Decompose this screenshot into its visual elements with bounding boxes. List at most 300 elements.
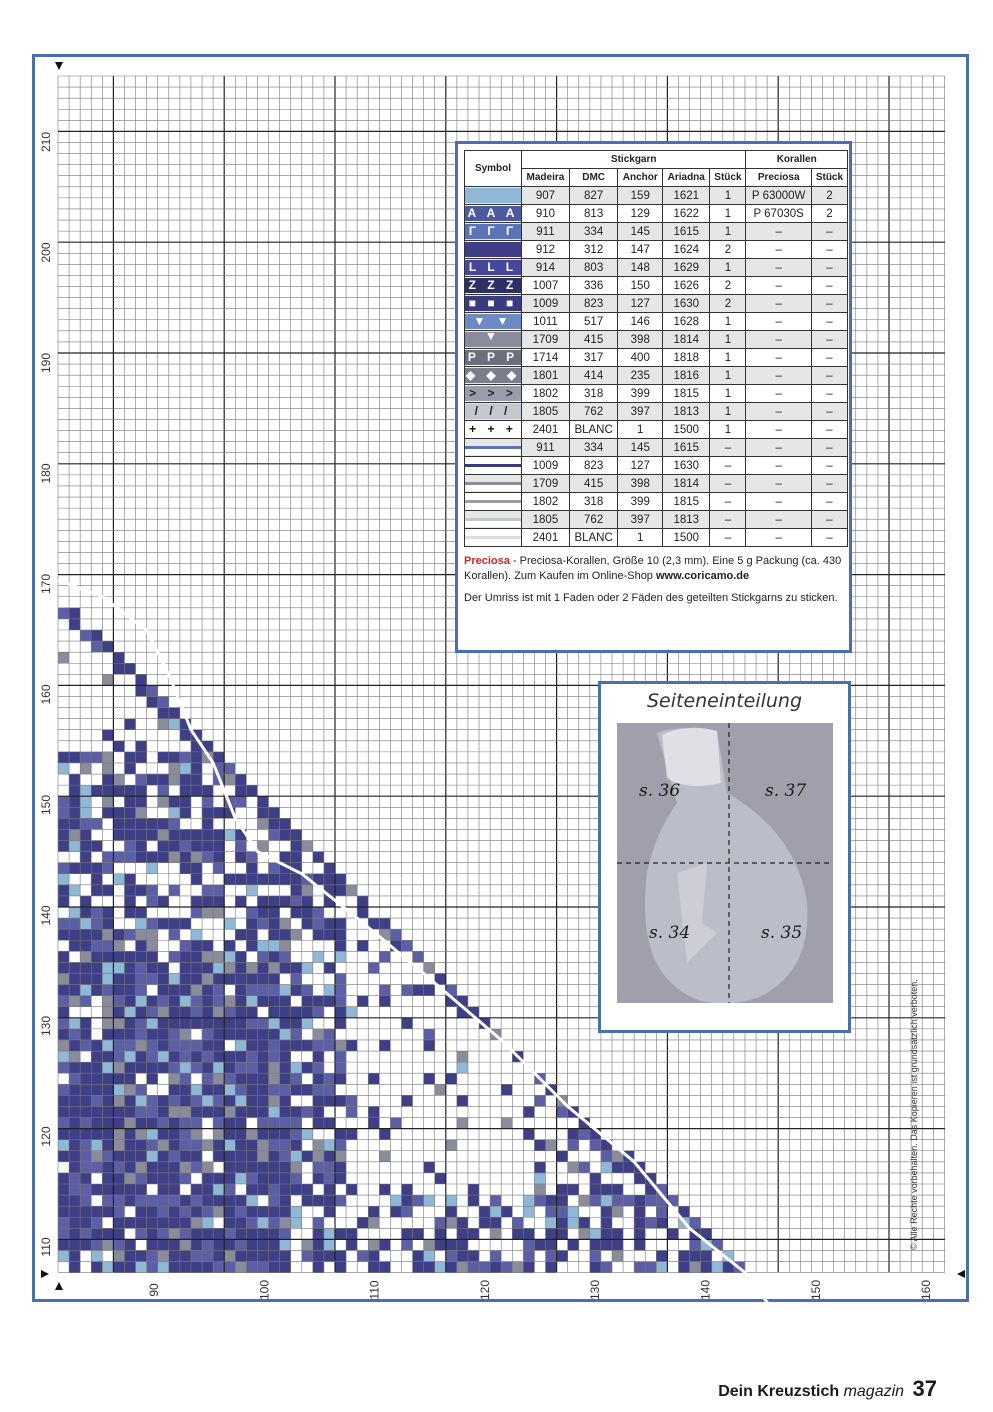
stitch [424,1162,435,1173]
stitch [58,1140,69,1151]
stitch [590,1140,601,1151]
stitch [280,1184,291,1195]
stitch [58,874,69,885]
key-cell-st: – [710,511,746,529]
stitch [280,1250,291,1261]
stitch [313,1239,324,1250]
stitch [124,785,135,796]
key-cell-anchor: 145 [618,223,663,241]
stitch [213,896,224,907]
preciosa-note [464,554,843,584]
stitch [136,1095,147,1106]
stitch [202,985,213,996]
stitch [280,1262,291,1273]
stitch [368,962,379,973]
stitch [91,1250,102,1261]
key-cell-anchor: 399 [618,493,663,511]
key-cell-anchor: 235 [618,367,663,385]
key-cell-st2: – [811,313,847,331]
key-cell-preciosa: – [746,511,811,529]
stitch [269,1250,280,1261]
key-row [465,493,848,511]
stitch [169,929,180,940]
stitch [468,1262,479,1273]
stitch [224,1062,235,1073]
stitch [512,1228,523,1239]
key-symbol: ▼ ▼ ▼ [465,313,522,331]
key-row [465,205,848,223]
stitch [246,1051,257,1062]
stitch [280,918,291,929]
stitch [80,1206,91,1217]
stitch [257,1118,268,1129]
key-cell-st: – [710,493,746,511]
stitch [169,708,180,719]
stitch [136,1084,147,1095]
stitch [91,1140,102,1151]
stitch [124,1073,135,1084]
stitch [213,1151,224,1162]
stitch [124,985,135,996]
stitch [269,1040,280,1051]
stitch [213,1140,224,1151]
stitch [280,1106,291,1117]
stitch [136,1228,147,1239]
stitch [324,1140,335,1151]
stitch [80,1140,91,1151]
stitch [102,1129,113,1140]
stitch [69,1095,80,1106]
stitch [169,1118,180,1129]
stitch [335,1040,346,1051]
stitch [601,1206,612,1217]
stitch [124,752,135,763]
stitch [58,929,69,940]
stitch [169,985,180,996]
stitch [158,1217,169,1228]
stitch [80,1118,91,1129]
key-cell-st: 1 [710,421,746,439]
stitch [80,863,91,874]
stitch [257,807,268,818]
stitch [58,818,69,829]
left-axis-label: 190 [39,352,53,374]
stitch [147,896,158,907]
page-37-label: s. 37 [765,781,807,801]
stitch [269,1029,280,1040]
stitch [246,785,257,796]
stitch [69,829,80,840]
stitch [280,1051,291,1062]
stitch [280,996,291,1007]
stitch [446,1073,457,1084]
stitch [401,1184,412,1195]
stitch [180,807,191,818]
stitch [80,1018,91,1029]
stitch [313,1195,324,1206]
stitch [202,996,213,1007]
stitch [136,1206,147,1217]
stitch [324,1250,335,1261]
stitch [612,1195,623,1206]
stitch [58,1228,69,1239]
stitch [69,619,80,630]
stitch [313,996,324,1007]
stitch [202,785,213,796]
stitch [557,1195,568,1206]
col-dmc: DMC [569,169,618,187]
key-row [465,187,848,205]
stitch [235,1140,246,1151]
stitch [102,1040,113,1051]
stitch [479,1206,490,1217]
stitch [180,1239,191,1250]
stitch [257,1151,268,1162]
stitch [546,1140,557,1151]
stitch [634,1262,645,1273]
stitch [224,1095,235,1106]
stitch [280,829,291,840]
stitch [313,1217,324,1228]
stitch [446,1217,457,1228]
stitch [257,1018,268,1029]
key-cell-anchor: 398 [618,475,663,493]
stitch [601,1239,612,1250]
stitch [80,796,91,807]
key-row [465,277,848,295]
stitch [313,1151,324,1162]
stitch [80,852,91,863]
stitch [324,985,335,996]
stitch [91,929,102,940]
stitch [257,907,268,918]
stitch [302,1106,313,1117]
stitch [678,1250,689,1261]
stitch [269,973,280,984]
stitch [69,973,80,984]
key-cell-ariadna: 1615 [663,223,710,241]
stitch [235,1062,246,1073]
stitch [246,1129,257,1140]
magazine-suffix: magazin [843,1383,905,1400]
stitch [280,985,291,996]
key-cell-dmc: 762 [569,511,618,529]
col-stueck-korallen: Stück [811,169,847,187]
stitch [191,1140,202,1151]
stitch [257,896,268,907]
stitch [124,1007,135,1018]
stitch [202,951,213,962]
stitch [158,708,169,719]
key-cell-preciosa: – [746,313,811,331]
stitch [169,1106,180,1117]
stitch [147,1217,158,1228]
stitch [158,1118,169,1129]
stitch [91,885,102,896]
stitch [180,1162,191,1173]
lightbulb-image [617,723,833,1003]
stitch [280,1173,291,1184]
key-cell-st: 2 [710,241,746,259]
stitch [136,1029,147,1040]
stitch [169,1084,180,1095]
stitch [80,996,91,1007]
stitch [191,1007,202,1018]
stitch [124,852,135,863]
stitch [424,1029,435,1040]
stitch [346,1095,357,1106]
key-cell-dmc: BLANC [569,421,618,439]
page-35-label: s. 35 [761,923,803,943]
stitch [202,885,213,896]
stitch [335,1228,346,1239]
stitch [158,752,169,763]
stitch [634,1228,645,1239]
stitch [379,918,390,929]
stitch [313,1118,324,1129]
stitch [58,807,69,818]
stitch [136,973,147,984]
stitch [147,1140,158,1151]
stitch [379,996,390,1007]
stitch [313,1062,324,1073]
stitch [302,1184,313,1195]
stitch [113,1262,124,1273]
stitch [102,940,113,951]
bottom-axis-label: 150 [808,1279,823,1301]
stitch [368,1106,379,1117]
stitch [269,1262,280,1273]
stitch [169,1228,180,1239]
stitch [113,973,124,984]
stitch [435,1239,446,1250]
stitch [224,1129,235,1140]
stitch [80,752,91,763]
stitch [601,1162,612,1173]
stitch [180,863,191,874]
left-axis-label: 170 [39,573,53,595]
stitch [280,1118,291,1129]
stitch [390,1118,401,1129]
key-cell-st2: 2 [811,187,847,205]
stitch [235,774,246,785]
stitch [91,863,102,874]
stitch [291,885,302,896]
stitch [302,1151,313,1162]
stitch [324,1118,335,1129]
stitch [213,1084,224,1095]
stitch [424,1040,435,1051]
stitch [269,1173,280,1184]
center-arrow-top [55,62,63,70]
left-axis-label: 120 [39,1126,53,1147]
stitch [280,1007,291,1018]
key-cell-st: – [710,475,746,493]
stitch [102,929,113,940]
stitch [80,1073,91,1084]
stitch [246,1239,257,1250]
stitch [302,1007,313,1018]
stitch [302,1040,313,1051]
stitch [191,1118,202,1129]
stitch [335,940,346,951]
stitch [102,1228,113,1239]
stitch [136,1118,147,1129]
stitch [468,1195,479,1206]
stitch [257,1095,268,1106]
stitch [180,785,191,796]
key-row [465,475,848,493]
stitch [147,1118,158,1129]
stitch [80,1084,91,1095]
stitch [690,1262,701,1273]
stitch [302,996,313,1007]
stitch [213,951,224,962]
key-cell-ariadna: 1628 [663,313,710,331]
stitch [58,1095,69,1106]
stitch [158,1140,169,1151]
stitch [180,852,191,863]
stitch [113,1206,124,1217]
stitch [235,852,246,863]
stitch [158,1018,169,1029]
stitch [169,918,180,929]
stitch [213,1250,224,1261]
stitch [213,1051,224,1062]
stitch [224,763,235,774]
stitch [136,1184,147,1195]
key-cell-preciosa: – [746,331,811,349]
stitch [136,1051,147,1062]
stitch [80,951,91,962]
stitch [191,874,202,885]
stitch [302,1250,313,1261]
stitch [235,1040,246,1051]
stitch [180,962,191,973]
stitch [224,973,235,984]
stitch [124,1173,135,1184]
stitch [280,951,291,962]
stitch [69,1262,80,1273]
stitch [180,951,191,962]
stitch [180,1073,191,1084]
stitch [58,951,69,962]
stitch [246,1084,257,1095]
stitch [501,1118,512,1129]
stitch [324,1228,335,1239]
key-cell-st2: – [811,295,847,313]
stitch [335,1151,346,1162]
key-cell-ariadna: 1500 [663,421,710,439]
stitch [413,951,424,962]
stitch [213,807,224,818]
stitch [191,1162,202,1173]
stitch [102,1118,113,1129]
stitch [390,1195,401,1206]
stitch [579,1129,590,1140]
stitch [113,741,124,752]
stitch [656,1262,667,1273]
stitch [523,1239,534,1250]
stitch [136,940,147,951]
stitch [357,907,368,918]
key-cell-st: 1 [710,385,746,403]
stitch [191,1206,202,1217]
center-arrow-right [957,1270,965,1278]
stitch [202,1239,213,1250]
key-cell-preciosa: – [746,259,811,277]
stitch [113,785,124,796]
stitch [324,1040,335,1051]
stitch [534,1239,545,1250]
stitch [113,1151,124,1162]
stitch [590,1262,601,1273]
key-cell-st2: – [811,475,847,493]
stitch [457,1217,468,1228]
stitch [202,818,213,829]
stitch [124,1051,135,1062]
stitch [58,1151,69,1162]
stitch [368,1206,379,1217]
key-cell-preciosa: – [746,457,811,475]
stitch [136,1040,147,1051]
stitch [280,1040,291,1051]
stitch [634,1239,645,1250]
stitch [113,1095,124,1106]
stitch [202,1062,213,1073]
key-symbol [465,529,522,547]
stitch [180,940,191,951]
stitch [136,674,147,685]
stitch [136,1151,147,1162]
stitch [401,1095,412,1106]
stitch [180,730,191,741]
stitch [468,1250,479,1261]
stitch [224,774,235,785]
stitch [58,1106,69,1117]
stitch [413,1262,424,1273]
stitch [158,796,169,807]
stitch [91,1184,102,1195]
key-cell-st: 2 [710,295,746,313]
stitch [379,985,390,996]
stitch [235,1162,246,1173]
stitch [69,1051,80,1062]
key-cell-ariadna: 1626 [663,277,710,295]
stitch [246,1162,257,1173]
stitch [534,1195,545,1206]
stitch [158,1040,169,1051]
stitch [102,1007,113,1018]
stitch [158,1062,169,1073]
left-axis-label: 140 [39,905,53,926]
stitch [136,1140,147,1151]
stitch [124,1195,135,1206]
stitch [180,774,191,785]
stitch [169,719,180,730]
stitch [180,829,191,840]
key-symbol: ■ ■ ■ [465,295,522,313]
key-cell-preciosa: – [746,421,811,439]
key-cell-ariadna: 1818 [663,349,710,367]
key-cell-anchor: 129 [618,205,663,223]
stitch [523,1262,534,1273]
stitch [91,874,102,885]
stitch [58,763,69,774]
stitch [390,929,401,940]
stitch [269,929,280,940]
stitch [269,907,280,918]
